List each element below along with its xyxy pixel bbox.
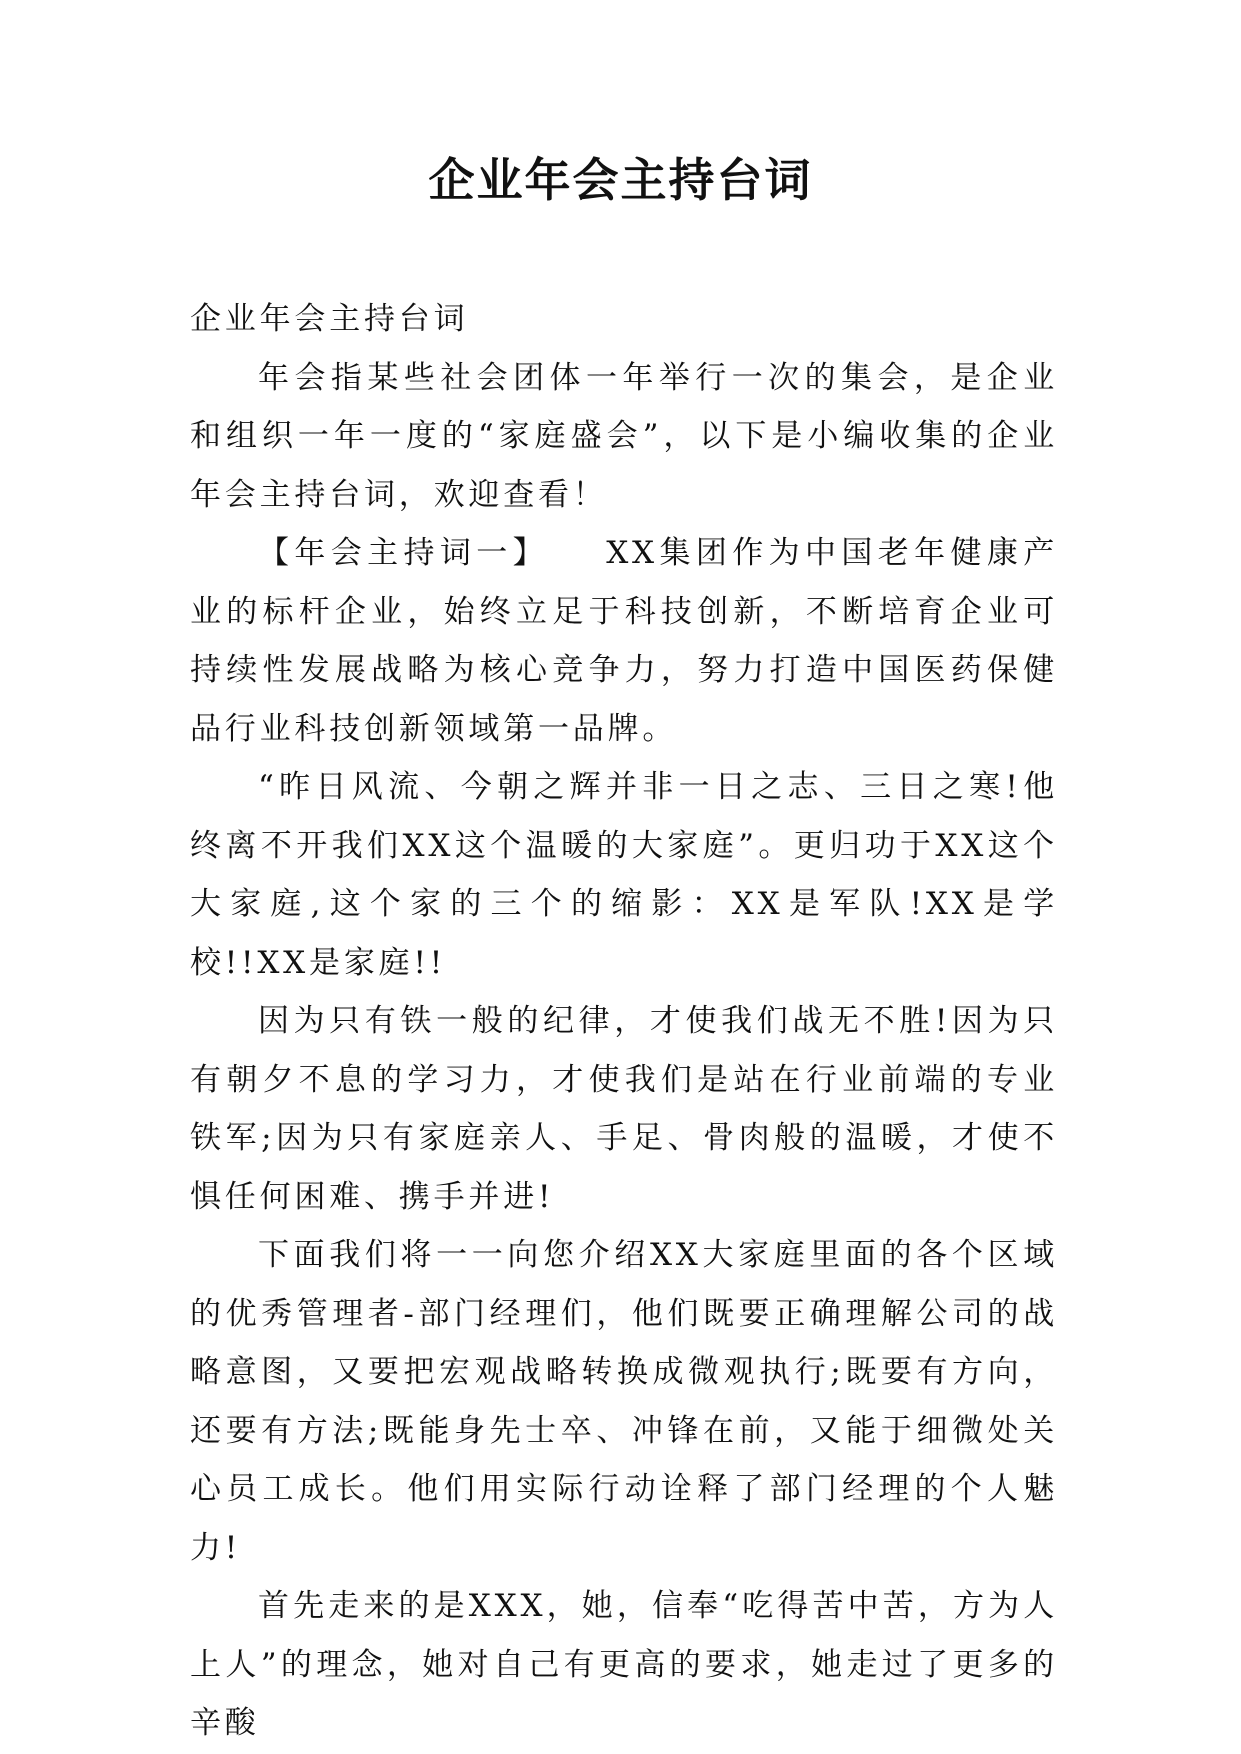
page-title: 企业年会主持台词 — [428, 153, 813, 207]
paragraph-subtitle: 企业年会主持台词 — [190, 301, 469, 337]
paragraph-discipline: 因为只有铁一般的纪律，才使我们战无不胜!因为只有朝夕不息的学习力，才使我们是站在行业前端的专业铁军;因为只有家庭亲人、手足、骨肉般的温暖，才使不惧任何困难、携手并进! — [190, 1003, 1058, 1215]
paragraph-first-manager: 首先走来的是XXX，她，信奉“吃得苦中苦，方为人上人”的理念，她对自己有更高的要求，她走过了更多的辛酸 — [190, 1588, 1058, 1741]
paragraph-managers: 下面我们将一一向您介绍XX大家庭里面的各个区域的优秀管理者-部门经理们，他们既要正确理解公司的战略意图，又要把宏观战略转换成微观执行;既要有方向，还要有方法;既能身先士卒、冲锋在前，又能于细微处关心员工成长。他们用实际行动诠释了部门经理的个人魅力! — [190, 1237, 1058, 1566]
document-body — [190, 290, 1058, 1753]
paragraph-family: “昨日风流、今朝之辉并非一日之志、三日之寒!他终离不开我们XX这个温暖的大家庭”。更归功于XX这个大家庭,这个家的三个的缩影：XX是军队!XX是学校!!XX是家庭!! — [190, 769, 1058, 981]
paragraph-host-script-one: 【年会主持词一】 XX集团作为中国老年健康产业的标杆企业，始终立足于科技创新，不断培育企业可持续性发展战略为核心竞争力，努力打造中国医药保健品行业科技创新领域第一品牌。 — [190, 535, 1058, 747]
paragraph-intro: 年会指某些社会团体一年举行一次的集会，是企业和组织一年一度的“家庭盛会”，以下是小编收集的企业年会主持台词，欢迎查看！ — [190, 359, 1058, 513]
